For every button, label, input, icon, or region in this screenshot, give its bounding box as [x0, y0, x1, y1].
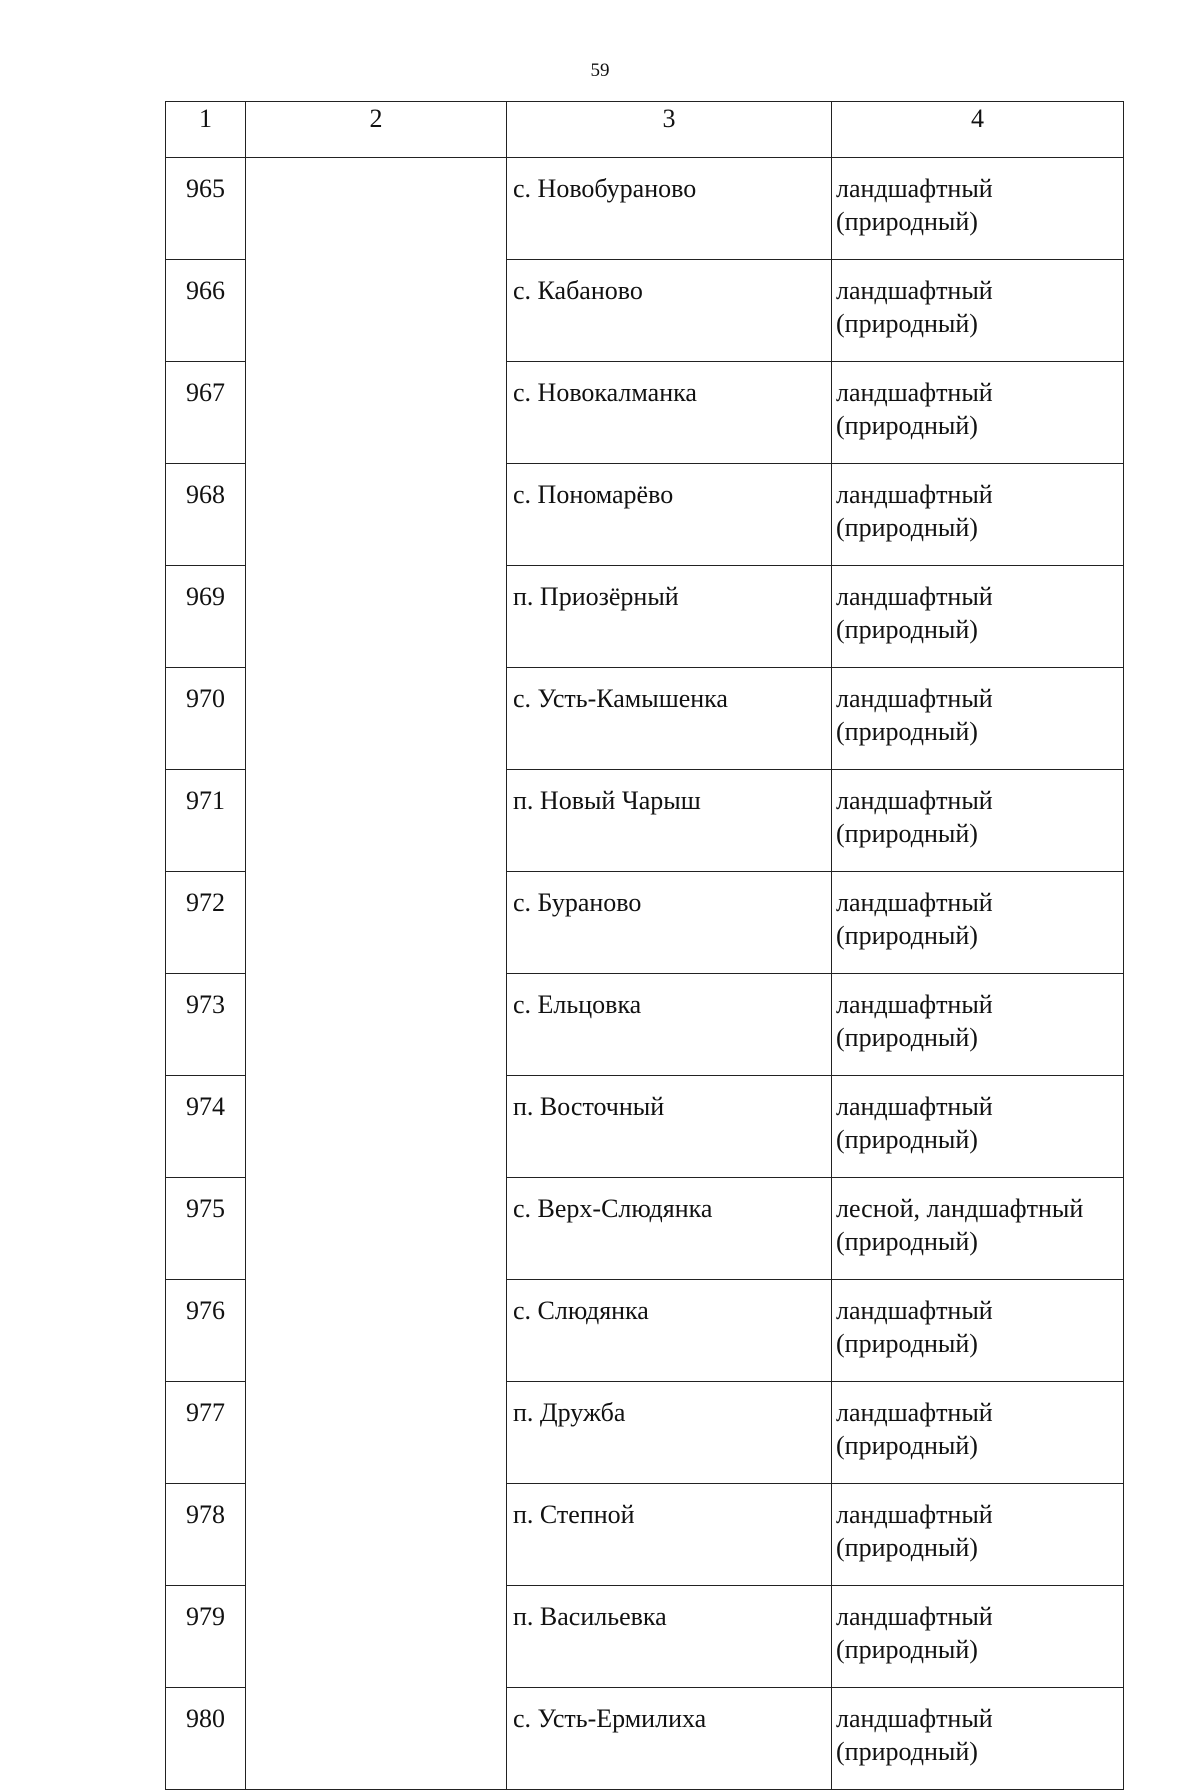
- settlement-name-cell: п. Новый Чарыш: [507, 770, 832, 872]
- category-line-1: ландшафтный: [836, 786, 993, 815]
- page-number: 59: [590, 60, 610, 81]
- row-number-cell: 966: [166, 260, 246, 362]
- category-line-2: (природный): [836, 207, 978, 236]
- category-line-1: ландшафтный: [836, 378, 993, 407]
- row-number-cell: 976: [166, 1280, 246, 1382]
- category-cell: [832, 1178, 1124, 1280]
- category-cell: [832, 1382, 1124, 1484]
- category-cell: [832, 1280, 1124, 1382]
- category-line-2: (природный): [836, 1635, 978, 1664]
- category-line-2: (природный): [836, 411, 978, 440]
- row-number-cell: 967: [166, 362, 246, 464]
- category-line-1: ландшафтный: [836, 684, 993, 713]
- category-cell: [832, 872, 1124, 974]
- row-number-cell: 970: [166, 668, 246, 770]
- category-cell: [832, 1076, 1124, 1178]
- settlement-name-cell: п. Восточный: [507, 1076, 832, 1178]
- settlement-name-cell: с. Верх-Слюдянка: [507, 1178, 832, 1280]
- row-number-cell: 972: [166, 872, 246, 974]
- settlement-name-cell: с. Бураново: [507, 872, 832, 974]
- row-number-cell: 978: [166, 1484, 246, 1586]
- column-header-2: 2: [246, 102, 507, 158]
- settlement-name-cell: с. Усть-Ермилиха: [507, 1688, 832, 1790]
- category-line-2: (природный): [836, 1533, 978, 1562]
- category-cell: [832, 260, 1124, 362]
- category-line-1: ландшафтный: [836, 1296, 993, 1325]
- category-line-1: ландшафтный: [836, 888, 993, 917]
- row-number-cell: 965: [166, 158, 246, 260]
- category-cell: [832, 362, 1124, 464]
- category-line-2: (природный): [836, 1431, 978, 1460]
- category-line-2: (природный): [836, 1125, 978, 1154]
- category-line-1: ландшафтный: [836, 1602, 993, 1631]
- settlement-name-cell: п. Степной: [507, 1484, 832, 1586]
- category-line-1: ландшафтный: [836, 582, 993, 611]
- row-number-cell: 974: [166, 1076, 246, 1178]
- category-line-2: (природный): [836, 1737, 978, 1766]
- settlement-name-cell: с. Усть-Камышенка: [507, 668, 832, 770]
- category-line-2: (природный): [836, 309, 978, 338]
- row-number-cell: 971: [166, 770, 246, 872]
- category-cell: [832, 974, 1124, 1076]
- category-cell: [832, 770, 1124, 872]
- table-body: [166, 158, 1124, 1790]
- row-number-cell: 980: [166, 1688, 246, 1790]
- column-header-4: 4: [832, 102, 1124, 158]
- category-line-2: (природный): [836, 1329, 978, 1358]
- category-cell: [832, 158, 1124, 260]
- category-line-1: лесной, ландшафтный: [836, 1194, 1084, 1223]
- category-cell: [832, 566, 1124, 668]
- row-number-cell: 969: [166, 566, 246, 668]
- category-line-2: (природный): [836, 921, 978, 950]
- category-line-2: (природный): [836, 819, 978, 848]
- category-line-1: ландшафтный: [836, 174, 993, 203]
- category-cell: [832, 464, 1124, 566]
- category-line-2: (природный): [836, 513, 978, 542]
- column-header-1: 1: [166, 102, 246, 158]
- category-line-2: (природный): [836, 717, 978, 746]
- settlement-name-cell: п. Дружба: [507, 1382, 832, 1484]
- row-number-cell: 979: [166, 1586, 246, 1688]
- category-line-1: ландшафтный: [836, 1704, 993, 1733]
- document-table: [165, 101, 1124, 1790]
- category-line-1: ландшафтный: [836, 1398, 993, 1427]
- row-number-cell: 977: [166, 1382, 246, 1484]
- row-number-cell: 975: [166, 1178, 246, 1280]
- settlement-name-cell: с. Ельцовка: [507, 974, 832, 1076]
- category-line-1: ландшафтный: [836, 1092, 993, 1121]
- settlement-name-cell: п. Васильевка: [507, 1586, 832, 1688]
- category-line-1: ландшафтный: [836, 1500, 993, 1529]
- category-line-2: (природный): [836, 615, 978, 644]
- category-cell: [832, 1586, 1124, 1688]
- category-cell: [832, 668, 1124, 770]
- row-number-cell: 968: [166, 464, 246, 566]
- category-line-2: (природный): [836, 1023, 978, 1052]
- category-cell: [832, 1484, 1124, 1586]
- settlement-name-cell: с. Пономарёво: [507, 464, 832, 566]
- category-line-1: ландшафтный: [836, 990, 993, 1019]
- category-line-1: ландшафтный: [836, 480, 993, 509]
- settlement-name-cell: с. Новокалманка: [507, 362, 832, 464]
- column-2-merged-cell: [246, 158, 507, 1790]
- category-line-1: ландшафтный: [836, 276, 993, 305]
- settlement-name-cell: п. Приозёрный: [507, 566, 832, 668]
- column-header-3: 3: [507, 102, 832, 158]
- settlement-name-cell: с. Слюдянка: [507, 1280, 832, 1382]
- category-cell: [832, 1688, 1124, 1790]
- table-row: [166, 158, 1124, 260]
- table-header-row: [166, 102, 1124, 158]
- settlement-name-cell: с. Новобураново: [507, 158, 832, 260]
- settlement-name-cell: с. Кабаново: [507, 260, 832, 362]
- row-number-cell: 973: [166, 974, 246, 1076]
- category-line-2: (природный): [836, 1227, 978, 1256]
